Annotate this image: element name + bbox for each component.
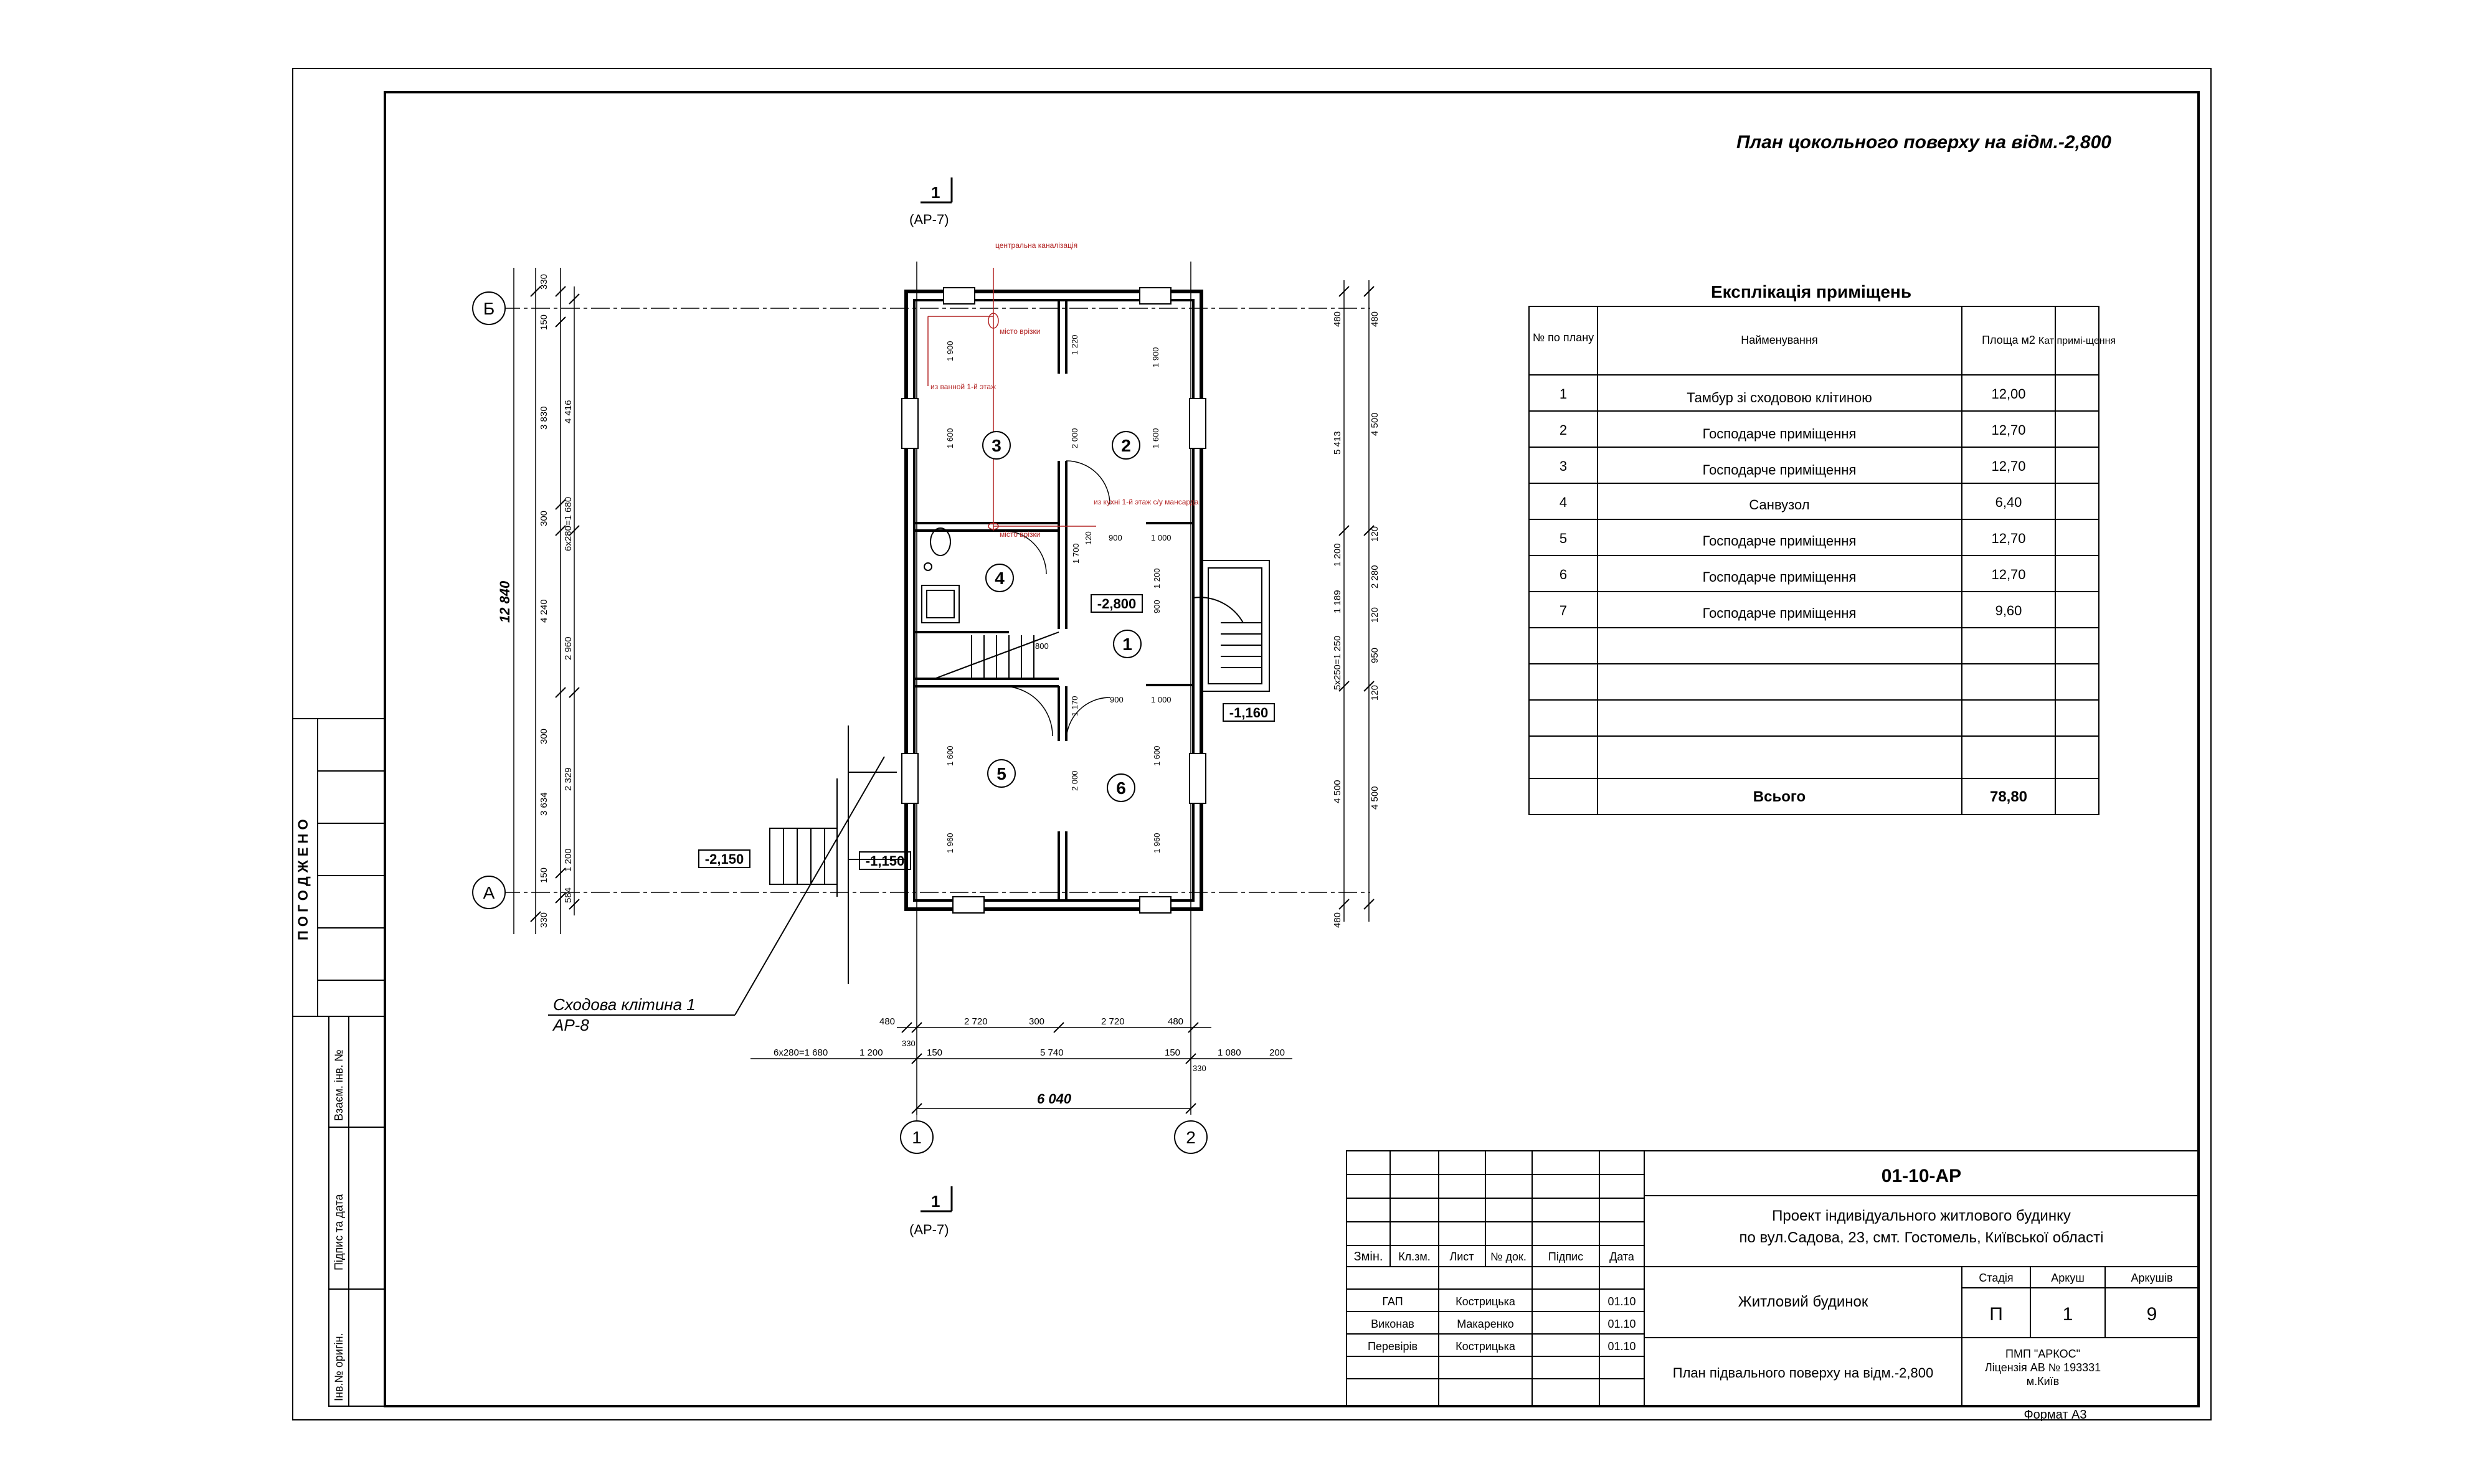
dim-bottom2-2: 1 200	[859, 1047, 883, 1058]
explication-row5-area: 12,70	[1991, 531, 2026, 546]
stamp-header-doc: № док.	[1490, 1250, 1527, 1263]
stamp-sheets-value: 9	[2146, 1304, 2157, 1325]
explication-row4-num: 4	[1559, 494, 1568, 510]
explication-row3-area: 12,70	[1991, 458, 2026, 474]
room-number-5: 5	[996, 764, 1006, 783]
dim-bottom2-3: 330	[902, 1039, 916, 1048]
dim-right-inner-4: 2 280	[1370, 565, 1380, 588]
dim-bottom2-1: 6x280=1 680	[774, 1047, 828, 1058]
note-central-sewer: центральна каналізація	[995, 241, 1078, 250]
explication-header-name: Найменування	[1741, 334, 1818, 346]
room-number-6: 6	[1116, 778, 1126, 798]
dim-r2-c: 1 600	[1151, 428, 1160, 448]
explication-row2-area: 12,70	[1991, 422, 2026, 438]
dim-left-inner-1: 4 416	[563, 400, 574, 423]
stamp-header-signature: Підпис	[1548, 1250, 1584, 1263]
dim-total-width: 6 040	[1037, 1091, 1072, 1107]
note-from-bath: из ванной 1-й этаж	[930, 382, 996, 391]
dim-bottom1-4: 2 720	[1101, 1016, 1125, 1027]
stamp-project-line2: по вул.Садова, 23, смт. Гостомель, Київської області	[1739, 1229, 2104, 1246]
room-number-3: 3	[992, 436, 1001, 455]
explication-total-label: Всього	[1753, 788, 1806, 805]
room-number-1: 1	[1122, 635, 1132, 654]
explication-row7-name: Господарче приміщення	[1702, 605, 1857, 621]
dim-c2: 1 000	[1151, 533, 1172, 542]
explication-row2-name: Господарче приміщення	[1702, 426, 1857, 442]
explication-row5-name: Господарче приміщення	[1702, 533, 1857, 549]
dim-r3-b: 1 600	[945, 428, 955, 448]
stamp-date-1: 01.10	[1607, 1295, 1636, 1308]
explication-total-value: 78,80	[1989, 788, 2028, 805]
dim-r5-a: 1 600	[945, 745, 955, 766]
axis-label-1: 1	[912, 1128, 922, 1147]
dim-right-outer-3: 1 200	[1332, 543, 1343, 567]
section-top-num: 1	[931, 183, 940, 202]
stamp-date-3: 01.10	[1607, 1340, 1636, 1353]
stamp-header-change: Змін.	[1353, 1250, 1383, 1264]
explication-row4-name: Санвузол	[1749, 497, 1810, 513]
dim-c9: 900	[1110, 695, 1124, 704]
dim-bottom2-5: 5 740	[1040, 1047, 1064, 1058]
stair-callout-line1: Сходова клітина 1	[553, 995, 696, 1014]
stamp-header-date: Дата	[1609, 1250, 1634, 1263]
stamp-role-3: Перевірів	[1367, 1340, 1418, 1353]
note-from-kitchen: из кухні 1-й этаж с/у мансарда	[1094, 498, 1199, 506]
dim-r2-b: 1 900	[1151, 347, 1160, 367]
dim-bottom1-3: 300	[1029, 1016, 1045, 1027]
level-main: -2,800	[1097, 596, 1137, 612]
dim-c6: 900	[1152, 600, 1162, 613]
dim-left-outer-6: 300	[539, 728, 549, 744]
stamp-project-line1: Проект індивідуального житлового будинку	[1772, 1208, 2071, 1224]
dim-right-inner-3: 120	[1370, 526, 1380, 542]
dim-r2-a: 1 220	[1070, 334, 1079, 355]
dim-bottom2-9: 330	[1193, 1064, 1206, 1073]
dim-r6-a: 1 600	[1152, 745, 1162, 766]
dim-c4: 1 700	[1071, 543, 1081, 564]
stamp-code: 01-10-АР	[1881, 1166, 1962, 1186]
dim-left-inner-6: 584	[563, 887, 574, 903]
dim-c7: 800	[1035, 641, 1049, 651]
dim-r3-c: 2 000	[1070, 428, 1079, 448]
dim-left-outer-2: 150	[539, 314, 549, 330]
dim-bottom1-5: 480	[1168, 1016, 1184, 1027]
dim-c1: 900	[1109, 533, 1122, 542]
stamp-name-3: Кострицька	[1456, 1340, 1515, 1353]
dim-r5-b: 1 960	[945, 833, 955, 853]
dim-bottom2-6: 150	[1165, 1047, 1181, 1058]
dim-left-inner-3: 2 960	[563, 636, 574, 660]
sheet-title: План цокольного поверху на відм.-2,800	[1736, 132, 2111, 153]
stamp-header-sheet: Лист	[1449, 1250, 1474, 1263]
section-bottom-ref: (АР-7)	[909, 1222, 949, 1237]
dim-right-inner-7: 120	[1370, 684, 1380, 701]
stamp-name-2: Макаренко	[1457, 1318, 1514, 1330]
stamp-stage-value: П	[1989, 1304, 2003, 1325]
dim-bottom1-1: 480	[879, 1016, 896, 1027]
dim-left-outer-9: 330	[539, 912, 549, 928]
stamp-name-1: Кострицька	[1456, 1295, 1515, 1308]
axis-label-2: 2	[1186, 1128, 1196, 1147]
section-top-ref: (АР-7)	[909, 212, 949, 227]
dim-c3: 1 200	[1152, 568, 1162, 588]
explication-row5-num: 5	[1559, 531, 1568, 546]
agreed-label: П О Г О Д Ж Е Н О	[295, 819, 311, 940]
side-label-signature: Підпис та дата	[333, 1194, 345, 1270]
sheet-format: Формат А3	[2024, 1408, 2087, 1422]
dim-bottom2-8: 200	[1269, 1047, 1285, 1058]
dim-left-outer-1: 330	[539, 273, 549, 290]
explication-header-area: Площа м2	[1982, 334, 2035, 346]
explication-row6-name: Господарче приміщення	[1702, 569, 1857, 585]
dim-left-inner-2: 6x280=1 680	[563, 496, 574, 551]
explication-header-cat: Кат примі-щення	[2038, 336, 2116, 346]
level-west: -2,150	[704, 851, 744, 867]
dim-right-outer-6: 4 500	[1332, 780, 1343, 803]
explication-title: Експлікація приміщень	[1710, 282, 1912, 301]
level-stair: -1,150	[865, 853, 905, 869]
dim-right-inner-8: 4 500	[1370, 786, 1380, 810]
explication-row1-area: 12,00	[1991, 386, 2026, 402]
dim-right-inner-5: 120	[1370, 607, 1380, 623]
explication-row2-num: 2	[1559, 422, 1568, 438]
dim-left-outer-4: 300	[539, 510, 549, 526]
dim-left-outer-8: 150	[539, 867, 549, 883]
note-tie-in-top: місто врізки	[1000, 327, 1041, 336]
dim-right-inner-2: 4 500	[1370, 412, 1380, 436]
dim-c10: 1 000	[1151, 695, 1172, 704]
dim-bottom2-4: 150	[927, 1047, 943, 1058]
explication-row4-area: 6,40	[1995, 494, 2022, 510]
stamp-org-line2: Ліцензія АВ № 193331	[1984, 1361, 2101, 1374]
dim-right-outer-1: 480	[1332, 311, 1343, 327]
title-block	[1347, 1151, 2199, 1406]
stamp-object: Житловий будинок	[1738, 1293, 1868, 1310]
explication-row6-num: 6	[1559, 567, 1568, 582]
dim-right-inner-6: 950	[1370, 647, 1380, 663]
explication-row7-num: 7	[1559, 603, 1568, 618]
dim-bottom2-7: 1 080	[1218, 1047, 1241, 1058]
dim-right-outer-4: 1 189	[1332, 590, 1343, 613]
explication-row1-name: Тамбур зі сходовою клітиною	[1687, 390, 1872, 405]
dim-left-inner-4: 2 329	[563, 767, 574, 791]
explication-header-num: № по плану	[1532, 331, 1594, 344]
dim-c8: 1 170	[1070, 696, 1079, 716]
side-label-interchange: Взаєм. інв. №	[333, 1049, 345, 1121]
stamp-sheet-value: 1	[2062, 1304, 2073, 1325]
dim-r5-c: 2 000	[1070, 770, 1079, 791]
dim-right-outer-2: 5 413	[1332, 431, 1343, 455]
stair-callout-line2: АР-8	[553, 1016, 589, 1034]
dim-left-inner-5: 1 200	[563, 848, 574, 872]
dim-right-inner-1: 480	[1370, 311, 1380, 327]
stamp-stage-header: Стадія	[1979, 1272, 2014, 1284]
explication-row6-area: 12,70	[1991, 567, 2026, 582]
level-east: -1,160	[1229, 705, 1269, 721]
note-tie-in-mid: місто врізки	[1000, 530, 1041, 539]
stamp-role-1: ГАП	[1382, 1295, 1403, 1308]
dim-r6-b: 1 960	[1152, 833, 1162, 853]
dim-right-outer-5: 5x250=1 250	[1332, 635, 1343, 690]
explication-row3-num: 3	[1559, 458, 1568, 474]
dim-right-outer-7: 480	[1332, 912, 1343, 928]
explication-row3-name: Господарче приміщення	[1702, 462, 1857, 478]
stamp-role-2: Виконав	[1371, 1318, 1414, 1330]
dim-left-outer-3: 3 830	[539, 406, 549, 430]
side-label-original: Інв.№ оригін.	[333, 1333, 345, 1401]
room-number-2: 2	[1121, 436, 1131, 455]
stamp-date-2: 01.10	[1607, 1318, 1636, 1330]
explication-row7-area: 9,60	[1995, 603, 2022, 618]
stamp-org-line3: м.Київ	[2026, 1375, 2060, 1387]
dim-bottom1-2: 2 720	[964, 1016, 988, 1027]
stamp-drawing-name: План підвального поверху на відм.-2,800	[1672, 1365, 1934, 1381]
axis-label-b: Б	[483, 299, 495, 318]
stamp-header-count: Кл.зм.	[1398, 1250, 1431, 1263]
dim-left-outer-7: 3 634	[539, 792, 549, 816]
stamp-org-line1: ПМП "АРКОС"	[2005, 1348, 2080, 1360]
dim-total-height: 12 840	[497, 580, 513, 623]
explication-row1-num: 1	[1559, 386, 1568, 402]
room-number-4: 4	[995, 569, 1005, 588]
dim-r3-a: 1 900	[945, 341, 955, 361]
floor-plan	[473, 177, 1380, 1237]
section-bottom-num: 1	[931, 1192, 940, 1211]
explication-table	[1529, 282, 2116, 815]
dim-c5: 120	[1084, 531, 1093, 545]
stamp-sheets-header: Аркушів	[2131, 1272, 2173, 1284]
axis-label-a: А	[483, 883, 495, 902]
stamp-sheet-header: Аркуш	[2051, 1272, 2085, 1284]
dim-left-outer-5: 4 240	[539, 599, 549, 623]
